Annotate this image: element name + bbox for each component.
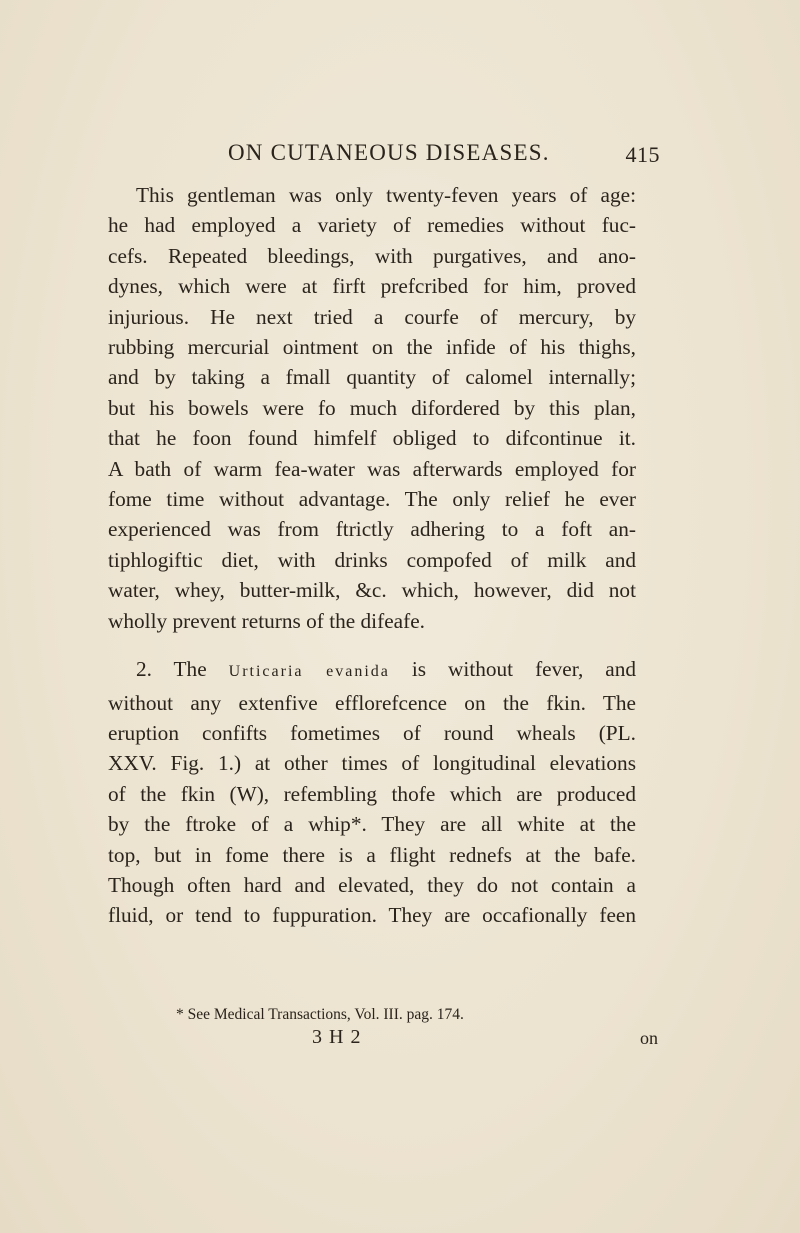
text-line: injurious. He next tried a courfe of mercury, by bbox=[108, 304, 636, 329]
text-line: experienced was from ftrictly adhering to a foft an- bbox=[108, 517, 636, 542]
text-line: Though often hard and elevated, they do not contain a bbox=[108, 872, 636, 897]
text-line: by the ftroke of a whip*. They are all white at the bbox=[108, 812, 636, 837]
page-header bbox=[100, 138, 660, 174]
paragraph-gap bbox=[108, 636, 636, 654]
page-number: 415 bbox=[625, 142, 660, 167]
text-line: water, whey, butter-milk, &c. which, however, did not bbox=[108, 578, 636, 603]
text-line: and by taking a fmall quantity of calomel internally; bbox=[108, 365, 636, 390]
signature-mark: 3 H 2 bbox=[312, 1026, 362, 1048]
body-text bbox=[108, 180, 636, 931]
text-line: but his bowels were fo much difordered by this plan, bbox=[108, 395, 636, 420]
text-fragment: is without fever, and bbox=[389, 657, 636, 682]
text-line: rubbing mercurial ointment on the infide of his thighs, bbox=[108, 335, 636, 360]
disease-term: Urticaria evanida bbox=[228, 663, 390, 681]
text-line: dynes, which were at firft prefcribed for him, proved bbox=[108, 274, 636, 299]
text-line: This gentleman was only twenty-feven years of age: bbox=[136, 183, 636, 207]
text-line: wholly prevent returns of the difeafe. bbox=[108, 608, 425, 633]
text-line bbox=[108, 654, 636, 687]
text-line: without any extenfive efflorefcence on the fkin. The bbox=[108, 690, 636, 715]
text-line: eruption confifts fometimes of round wheals (PL. bbox=[108, 720, 636, 745]
text-line: fome time without advantage. The only relief he ever bbox=[108, 487, 636, 512]
text-line: top, but in fome there is a flight rednefs at the bafe. bbox=[108, 842, 636, 867]
text-line: A bath of warm fea-water was afterwards employed for bbox=[108, 456, 636, 481]
text-line: cefs. Repeated bleedings, with purgatives, and ano- bbox=[108, 243, 636, 268]
text-line: he had employed a variety of remedies without fuc- bbox=[108, 213, 636, 238]
text-line: tiphlogiftic diet, with drinks compofed of milk and bbox=[108, 547, 636, 572]
text-line: fluid, or tend to fuppuration. They are occafionally feen bbox=[108, 903, 636, 928]
footnote: * See Medical Transactions, Vol. III. pag. 174. bbox=[176, 1006, 464, 1023]
catchword: on bbox=[640, 1028, 658, 1048]
paragraph-2 bbox=[108, 654, 636, 931]
text-line: that he foon found himfelf obliged to difcontinue it. bbox=[108, 426, 636, 451]
running-head: ON CUTANEOUS DISEASES. bbox=[228, 140, 550, 165]
section-number: 2. The bbox=[136, 657, 229, 682]
text-line: XXV. Fig. 1.) at other times of longitudinal elevations bbox=[108, 751, 636, 776]
text-line: of the fkin (W), refembling thofe which are produced bbox=[108, 781, 636, 806]
paragraph-1 bbox=[108, 180, 636, 636]
